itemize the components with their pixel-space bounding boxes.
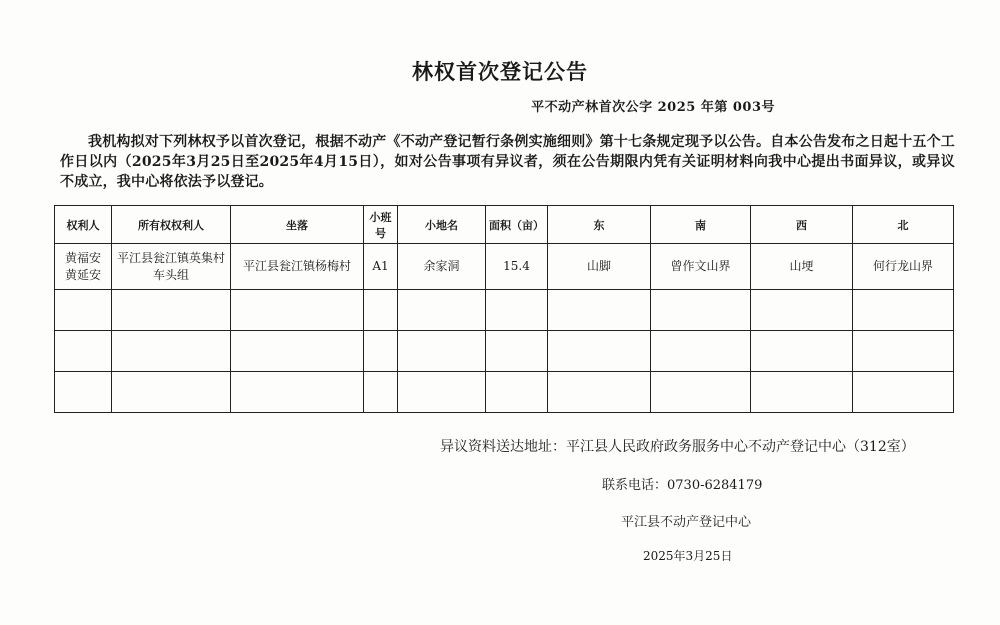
header-right-holder: 权利人 (55, 206, 112, 244)
header-owner: 所有权权利人 (112, 206, 231, 244)
header-east: 东 (548, 206, 651, 244)
header-subcompartment: 小班号 (364, 206, 398, 244)
cell-location: 平江县瓮江镇杨梅村 (231, 244, 364, 290)
table-row-blank (55, 372, 954, 413)
header-west: 西 (751, 206, 853, 244)
table-row-blank (55, 290, 954, 331)
cell-place-name: 余家洞 (398, 244, 486, 290)
cell-owner: 平江县瓮江镇英集村车头组 (112, 244, 231, 290)
notice-title: 林权首次登记公告 (412, 60, 588, 84)
table-header-row (55, 206, 954, 244)
header-south: 南 (651, 206, 751, 244)
cell-area: 15.4 (486, 244, 548, 290)
header-area: 面积（亩） (486, 206, 548, 244)
cell-east: 山脚 (548, 244, 651, 290)
registration-table (54, 205, 954, 413)
cell-west: 山埂 (751, 244, 853, 290)
header-place-name: 小地名 (398, 206, 486, 244)
notice-date: 2025年3月25日 (643, 549, 733, 563)
notice-body: 我机构拟对下列林权予以首次登记，根据不动产《不动产登记暂行条例实施细则》第十七条规定现予以公告。自本公告发布之日起十五个工作日以内（2025年3月25日至2025年4月15日），如对公告事项有异议者，须在公告期限内凭有关证明材料向我中心提出书面异议，或异议不成立，我中心将依法予以登记。 (60, 134, 955, 190)
issuing-organization: 平江县不动产登记中心 (621, 515, 752, 530)
cell-north: 何行龙山界 (853, 244, 954, 290)
contact-phone: 联系电话：0730-6284179 (602, 478, 763, 493)
header-north: 北 (853, 206, 954, 244)
cell-subcompartment: A1 (364, 244, 398, 290)
cell-south: 曾作文山界 (651, 244, 751, 290)
objection-address: 异议资料送达地址：平江县人民政府政务服务中心不动产登记中心（312室） (440, 439, 915, 455)
table-row-blank (55, 331, 954, 372)
header-location: 坐落 (231, 206, 364, 244)
cell-right-holder: 黄福安 黄延安 (55, 244, 112, 290)
document-number: 平不动产林首次公字 2025 年第 003号 (531, 100, 775, 115)
table-row (55, 244, 954, 290)
